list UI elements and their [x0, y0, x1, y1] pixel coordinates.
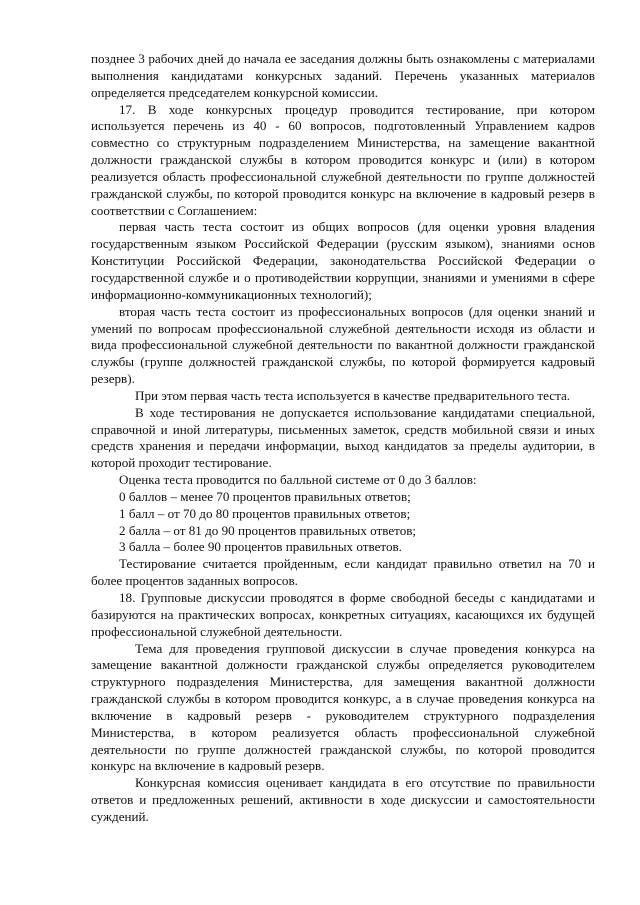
- paragraph-first-part: первая часть теста состоит из общих вопросов (для оценки уровня владения государственным языком Российской Федерации (русским языком), знаниями основ Конституции Российской Федерации, законодательства Российской Федерации о государственной службе и о противодействии коррупции, знаниями и умениями в сфере информационно-коммуникационных технологий);: [91, 219, 595, 302]
- paragraph-topic: Тема для проведения групповой дискуссии в случае проведения конкурса на замещение вакантной должности гражданской службы определяется руководителем структурного подразделения Министерства, для замещения вакантной должности гражданской службы в котором проводится конкурс, а в случае проведения конкурса на включение в кадровый резерв - руководителем структурного подразделения Министерства, в котором реализуется область профессиональной служебной деятельности по группе должностей гражданской службы, по которой проводится конкурс на включение в кадровый резерв.: [91, 640, 595, 774]
- paragraph-materials: позднее 3 рабочих дней до начала ее заседания должны быть ознакомлены с материалами выполнения кандидатами конкурсных заданий. Перечень указанных материалов определяется председателем конкурсной комиссии.: [91, 51, 595, 100]
- document-page: [91, 51, 595, 826]
- paragraph-18-discussions: 18. Групповые дискуссии проводятся в форме свободной беседы с кандидатами и базируются на практических вопросах, конкретных ситуациях, касающихся их будущей профессиональной служебной деятельности.: [91, 590, 595, 639]
- score-item: 2 балла – от 81 до 90 процентов правильных ответов;: [119, 522, 417, 538]
- score-item: 1 балл – от 70 до 80 процентов правильных ответов;: [119, 505, 411, 521]
- paragraph-restrictions: В ходе тестирования не допускается использование кандидатами специальной, справочной и иной литературы, письменных заметок, средств мобильной связи и иных средств хранения и передачи информации, выход кандидатов за пределы аудитории, в которой проходит тестирование.: [91, 404, 595, 471]
- score-item: 3 балла – более 90 процентов правильных ответов.: [119, 539, 402, 555]
- paragraph-passed: Тестирование считается пройденным, если кандидат правильно ответил на 70 и более процентов заданных вопросов.: [91, 556, 595, 589]
- paragraph-17-testing: 17. В ходе конкурсных процедур проводится тестирование, при котором используется перечень из 40 - 60 вопросов, подготовленный Управлением кадров совместно со структурным подразделением Министерства, на замещение вакантной должности гражданской службы в котором проводится конкурс и (или) в котором реализуется область профессиональной служебной деятельности по группе должностей гражданской службы, по которой проводится конкурс на включение в кадровый резерв в соответствии с Соглашением:: [91, 101, 595, 218]
- paragraph-preliminary: При этом первая часть теста используется в качестве предварительного теста.: [135, 387, 571, 403]
- paragraph-second-part: вторая часть теста состоит из профессиональных вопросов (для оценки знаний и умений по вопросам профессиональной служебной деятельности исходя из области и вида профессиональной служебной деятельности по вакантной должности гражданской службы (группе должностей гражданской службы, по которой формируется кадровый резерв).: [91, 303, 595, 387]
- score-item: 0 баллов – менее 70 процентов правильных ответов;: [119, 488, 411, 504]
- paragraph-evaluation: Конкурсная комиссия оценивает кандидата в его отсутствие по правильности ответов и предложенных решений, активности в ходе дискуссии и самостоятельности суждений.: [91, 775, 595, 824]
- paragraph-scoring: Оценка теста проводится по балльной системе от 0 до 3 баллов:: [119, 472, 477, 488]
